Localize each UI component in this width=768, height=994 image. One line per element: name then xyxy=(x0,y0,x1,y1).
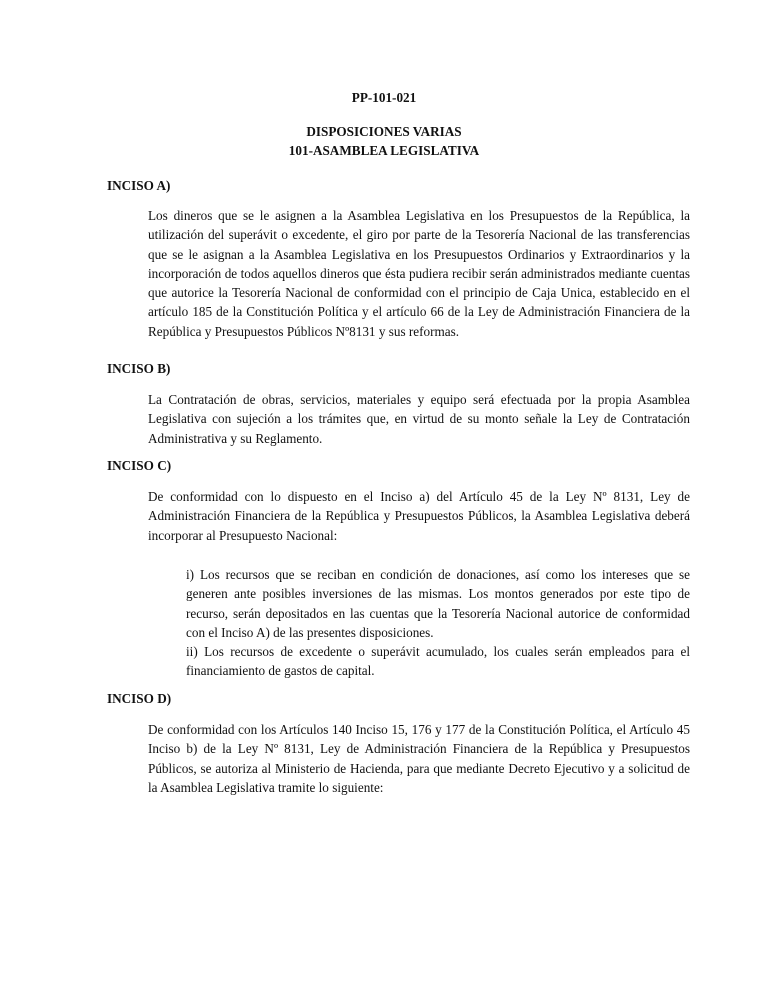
section-text-d: De conformidad con los Artículos 140 Inciso 15, 176 y 177 de la Constitución Política, el Artículo 45 Inciso b) de la Ley Nº 8131, Ley de Administración Financiera de la República y Presupuestos Públicos, se autoriza al Ministerio de Hacienda, para que mediante Decreto Ejecutivo y a solicitud de la Asamblea Legislativa tramite lo siguiente: xyxy=(148,722,690,795)
document-subtitle: 101-ASAMBLEA LEGISLATIVA xyxy=(288,143,480,158)
section-text-b: La Contratación de obras, servicios, materiales y equipo será efectuada por la propia Asamblea Legislativa con sujeción a los trámites que, en virtud de su monto señale la Ley de Contratación Administrativa y su Reglamento. xyxy=(148,392,690,446)
section-c-item-2: ii) Los recursos de excedente o superávit acumulado, los cuales serán empleados para el financiamiento de gastos de capital. xyxy=(186,644,690,679)
section-heading-a: INCISO A) xyxy=(107,178,171,193)
section-heading-b: INCISO B) xyxy=(107,361,171,376)
document-title: DISPOSICIONES VARIAS xyxy=(306,124,462,139)
section-heading-c: INCISO C) xyxy=(107,458,172,473)
section-heading-d: INCISO D) xyxy=(107,691,172,706)
section-text-a: Los dineros que se le asignen a la Asamblea Legislativa en los Presupuestos de la República, la utilización del superávit o excedente, el giro por parte de la Tesorería Nacional de las transferencias que se le asignan a la Asamblea Legislativa en los Presupuestos Ordinarios y Extraordinarios y la incorporación de todos aquellos dineros que ésta pudiera recibir serán administrados mediante cuentas que autorice la Tesorería Nacional de conformidad con el principio de Caja Unica, establecido en el artículo 185 de la Constitución Política y el artículo 66 de la Ley de Administración Financiera de la República y Presupuestos Públicos Nº8131 y sus reformas. xyxy=(148,208,690,339)
section-c-item-1: i) Los recursos que se reciban en condición de donaciones, así como los intereses que se generen ante posibles inversiones de las mismas. Los montos generados por este tipo de recurso, serán depositados en las cuentas que la Tesorería Nacional autorice de conformidad con el Inciso A) de las presentes disposiciones. xyxy=(186,567,690,640)
section-text-c: De conformidad con lo dispuesto en el Inciso a) del Artículo 45 de la Ley Nº 8131, Ley de Administración Financiera de la República y Presupuestos Públicos, la Asamblea Legislativa deberá incorporar al Presupuesto Nacional: xyxy=(148,489,690,543)
document-code: PP-101-021 xyxy=(351,90,417,105)
